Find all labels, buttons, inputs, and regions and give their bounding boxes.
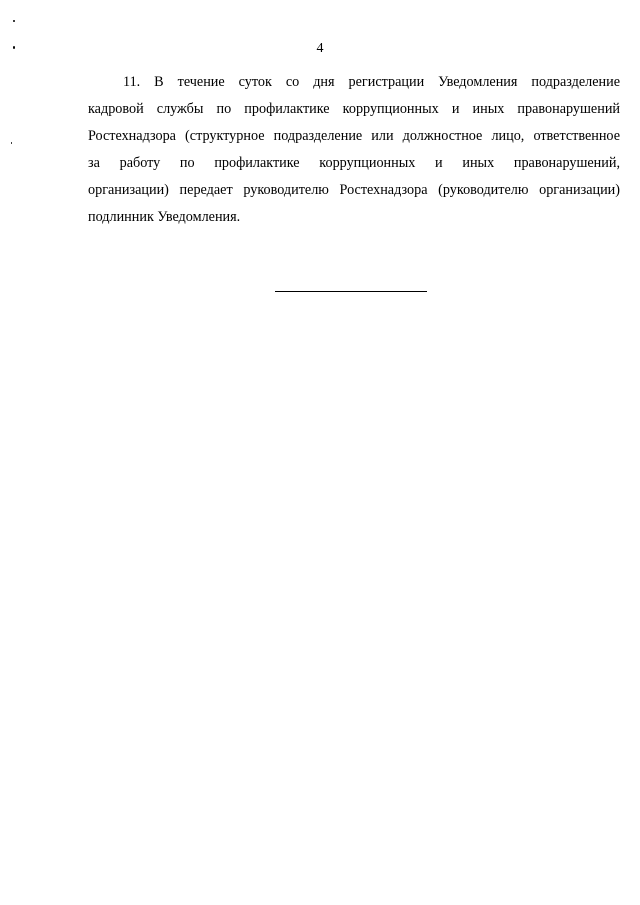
scan-speck	[11, 142, 12, 144]
paragraph-line: организации) передает руководителю Ростехнадзора (руководителю организации)	[88, 182, 620, 198]
paragraph-line: Ростехнадзора (структурное подразделение или должностное лицо, ответственное	[88, 128, 620, 144]
scan-speck	[13, 20, 15, 22]
paragraph-11	[88, 69, 620, 231]
paragraph-line: 11. В течение суток со дня регистрации Уведомления подразделение	[123, 74, 620, 90]
paragraph-line: подлинник Уведомления.	[88, 209, 241, 225]
paragraph-line: кадровой службы по профилактике коррупционных и иных правонарушений	[88, 101, 620, 117]
paragraph-line: за работу по профилактике коррупционных и иных правонарушений,	[88, 155, 620, 171]
closing-rule	[275, 291, 427, 292]
page-number: 4	[316, 41, 324, 56]
